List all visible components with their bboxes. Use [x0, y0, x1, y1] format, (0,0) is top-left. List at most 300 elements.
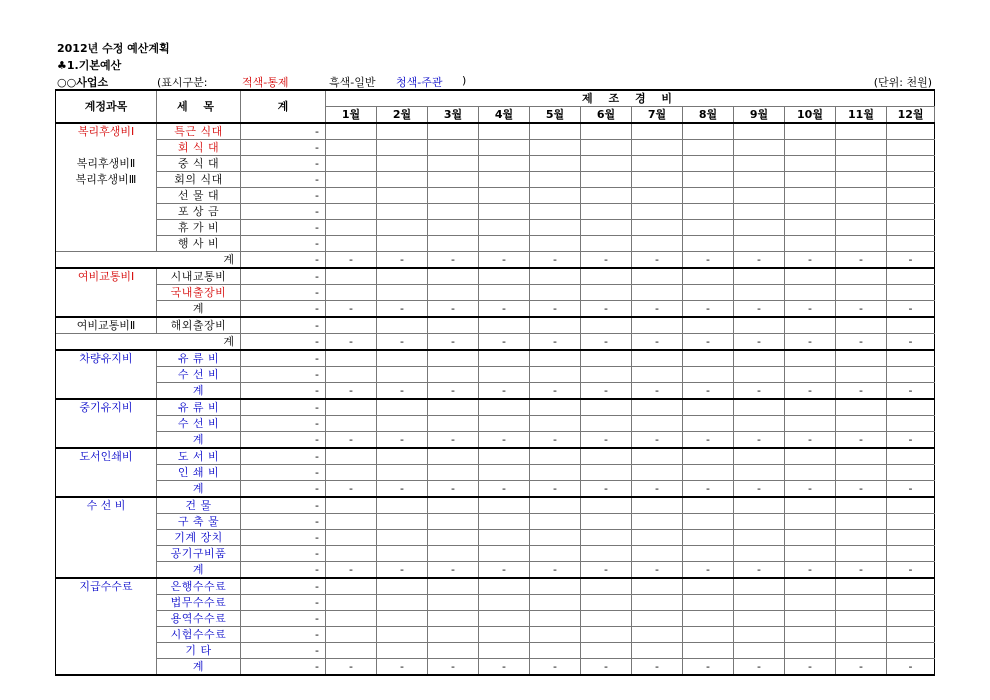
- month-cell: [785, 220, 836, 236]
- table-row: [56, 285, 935, 301]
- table-row: [56, 317, 935, 334]
- month-cell: [734, 140, 785, 156]
- month-cell: [428, 497, 479, 514]
- month-cell: [632, 350, 683, 367]
- month-cell: [734, 643, 785, 659]
- month-cell: -: [632, 562, 683, 579]
- item-cell: 중 식 대: [157, 156, 241, 172]
- month-cell: -: [428, 252, 479, 269]
- item-cell: 수 선 비: [157, 367, 241, 383]
- month-cell: [887, 204, 935, 220]
- month-cell: -: [428, 334, 479, 351]
- month-cell: [326, 268, 377, 285]
- month-cell: [326, 367, 377, 383]
- section-subtitle: ♣1.기본예산: [57, 59, 122, 72]
- month-cell: [683, 220, 734, 236]
- month-cell: [479, 627, 530, 643]
- month-cell: [479, 497, 530, 514]
- month-cell: -: [734, 334, 785, 351]
- account-cell: 도서인쇄비: [56, 448, 157, 465]
- item-cell: 시험수수료: [157, 627, 241, 643]
- table-row: [56, 465, 935, 481]
- month-cell: [326, 578, 377, 595]
- month-cell: -: [377, 432, 428, 449]
- total-cell: -: [241, 530, 326, 546]
- month-cell: [581, 465, 632, 481]
- month-cell: [326, 546, 377, 562]
- month-cell: [683, 643, 734, 659]
- total-cell: -: [241, 416, 326, 432]
- total-cell: -: [241, 481, 326, 498]
- month-cell: [887, 627, 935, 643]
- subtotal-label: 계: [157, 301, 241, 318]
- month-cell: [836, 546, 887, 562]
- month-cell: -: [530, 562, 581, 579]
- month-cell: [428, 285, 479, 301]
- month-cell: [887, 350, 935, 367]
- header-month: 3월: [428, 107, 479, 124]
- month-cell: [632, 123, 683, 140]
- month-cell: [428, 514, 479, 530]
- month-cell: -: [530, 252, 581, 269]
- month-cell: [428, 123, 479, 140]
- month-cell: [785, 172, 836, 188]
- month-cell: -: [530, 481, 581, 498]
- month-cell: [326, 514, 377, 530]
- month-cell: [530, 285, 581, 301]
- header-month: 8월: [683, 107, 734, 124]
- month-cell: [428, 465, 479, 481]
- month-cell: [581, 123, 632, 140]
- account-cell: [56, 220, 157, 236]
- table-row: [56, 399, 935, 416]
- month-cell: [887, 611, 935, 627]
- month-cell: [581, 514, 632, 530]
- month-cell: [683, 350, 734, 367]
- month-cell: [326, 627, 377, 643]
- month-cell: [887, 236, 935, 252]
- month-cell: -: [377, 562, 428, 579]
- month-cell: [836, 123, 887, 140]
- month-cell: [887, 156, 935, 172]
- month-cell: [887, 317, 935, 334]
- month-cell: [377, 350, 428, 367]
- month-cell: [479, 643, 530, 659]
- legend-black: 흑색-일반: [329, 76, 376, 89]
- total-cell: -: [241, 172, 326, 188]
- item-cell: 공기구비품: [157, 546, 241, 562]
- month-cell: [887, 367, 935, 383]
- month-cell: [785, 367, 836, 383]
- item-cell: 기계 장치: [157, 530, 241, 546]
- month-cell: -: [836, 481, 887, 498]
- month-cell: -: [734, 252, 785, 269]
- month-cell: [632, 172, 683, 188]
- table-row: [56, 123, 935, 140]
- month-cell: [326, 643, 377, 659]
- month-cell: -: [479, 659, 530, 676]
- month-cell: [734, 595, 785, 611]
- month-cell: [683, 140, 734, 156]
- month-cell: [377, 140, 428, 156]
- month-cell: [734, 285, 785, 301]
- month-cell: -: [581, 659, 632, 676]
- header-month: 4월: [479, 107, 530, 124]
- month-cell: -: [581, 562, 632, 579]
- month-cell: [734, 416, 785, 432]
- month-cell: -: [530, 301, 581, 318]
- month-cell: [326, 611, 377, 627]
- month-cell: [377, 317, 428, 334]
- item-cell: 유 류 비: [157, 350, 241, 367]
- month-cell: [632, 317, 683, 334]
- month-cell: [887, 448, 935, 465]
- item-cell: 은행수수료: [157, 578, 241, 595]
- month-cell: [734, 627, 785, 643]
- month-cell: -: [428, 481, 479, 498]
- month-cell: -: [530, 432, 581, 449]
- account-cell: 복리후생비Ⅲ: [56, 172, 157, 188]
- month-cell: [785, 643, 836, 659]
- month-cell: -: [887, 481, 935, 498]
- month-cell: [785, 350, 836, 367]
- month-cell: [785, 611, 836, 627]
- month-cell: -: [785, 562, 836, 579]
- month-cell: -: [836, 301, 887, 318]
- month-cell: [887, 497, 935, 514]
- month-cell: [377, 236, 428, 252]
- month-cell: [734, 399, 785, 416]
- month-cell: [785, 317, 836, 334]
- month-cell: [530, 236, 581, 252]
- month-cell: [581, 220, 632, 236]
- month-cell: [479, 416, 530, 432]
- month-cell: [581, 530, 632, 546]
- total-cell: -: [241, 514, 326, 530]
- month-cell: [377, 611, 428, 627]
- month-cell: [632, 268, 683, 285]
- item-cell: 시내교통비: [157, 268, 241, 285]
- month-cell: [479, 367, 530, 383]
- month-cell: [377, 514, 428, 530]
- month-cell: -: [683, 383, 734, 400]
- total-cell: -: [241, 317, 326, 334]
- table-row: [56, 188, 935, 204]
- month-cell: [428, 140, 479, 156]
- month-cell: [836, 350, 887, 367]
- month-cell: [530, 268, 581, 285]
- month-cell: [887, 268, 935, 285]
- month-cell: [785, 268, 836, 285]
- month-cell: [530, 188, 581, 204]
- header-account: 계정과목: [56, 90, 157, 123]
- month-cell: -: [326, 301, 377, 318]
- month-cell: [530, 546, 581, 562]
- month-cell: [683, 416, 734, 432]
- account-cell: [56, 432, 157, 449]
- month-cell: [377, 188, 428, 204]
- header-month: 7월: [632, 107, 683, 124]
- total-cell: -: [241, 188, 326, 204]
- total-cell: -: [241, 301, 326, 318]
- total-cell: -: [241, 252, 326, 269]
- month-cell: [836, 156, 887, 172]
- month-cell: -: [377, 252, 428, 269]
- month-cell: -: [734, 481, 785, 498]
- month-cell: -: [632, 481, 683, 498]
- month-cell: [530, 350, 581, 367]
- month-cell: [836, 514, 887, 530]
- month-cell: [632, 595, 683, 611]
- month-cell: [581, 595, 632, 611]
- month-cell: [836, 172, 887, 188]
- month-cell: [326, 172, 377, 188]
- month-cell: [887, 399, 935, 416]
- month-cell: -: [479, 301, 530, 318]
- month-cell: [836, 367, 887, 383]
- month-cell: [428, 546, 479, 562]
- month-cell: -: [428, 432, 479, 449]
- month-cell: [377, 367, 428, 383]
- header-month: 2월: [377, 107, 428, 124]
- month-cell: [683, 236, 734, 252]
- month-cell: -: [581, 252, 632, 269]
- month-cell: [326, 220, 377, 236]
- month-cell: [785, 578, 836, 595]
- month-cell: [785, 514, 836, 530]
- total-cell: -: [241, 546, 326, 562]
- account-cell: [56, 514, 157, 530]
- month-cell: [377, 497, 428, 514]
- month-cell: [377, 123, 428, 140]
- header-total: 계: [241, 90, 326, 123]
- month-cell: [836, 465, 887, 481]
- month-cell: [632, 236, 683, 252]
- account-cell: [56, 465, 157, 481]
- total-cell: -: [241, 627, 326, 643]
- month-cell: [581, 188, 632, 204]
- month-cell: [836, 188, 887, 204]
- month-cell: [581, 285, 632, 301]
- month-cell: [785, 546, 836, 562]
- month-cell: [479, 268, 530, 285]
- subtotal-row: [56, 481, 935, 498]
- account-cell: [56, 301, 157, 318]
- month-cell: [836, 317, 887, 334]
- account-cell: 복리후생비Ⅰ: [56, 123, 157, 140]
- month-cell: [632, 611, 683, 627]
- total-cell: -: [241, 367, 326, 383]
- month-cell: -: [632, 659, 683, 676]
- account-cell: [56, 595, 157, 611]
- month-cell: [326, 204, 377, 220]
- month-cell: -: [785, 432, 836, 449]
- table-row: [56, 367, 935, 383]
- month-cell: -: [530, 659, 581, 676]
- month-cell: [836, 268, 887, 285]
- subtotal-label: 계: [157, 562, 241, 579]
- month-cell: [428, 448, 479, 465]
- budget-table: [55, 89, 935, 676]
- month-cell: [683, 627, 734, 643]
- month-cell: [479, 350, 530, 367]
- item-cell: 용역수수료: [157, 611, 241, 627]
- month-cell: [887, 172, 935, 188]
- month-cell: [530, 595, 581, 611]
- month-cell: -: [683, 659, 734, 676]
- item-cell: 구 축 물: [157, 514, 241, 530]
- month-cell: [377, 530, 428, 546]
- subtotal-row: [56, 383, 935, 400]
- month-cell: [887, 595, 935, 611]
- month-cell: [428, 595, 479, 611]
- subtotal-label: 계: [157, 432, 241, 449]
- month-cell: [530, 123, 581, 140]
- account-cell: [56, 481, 157, 498]
- subtotal-row: [56, 301, 935, 318]
- month-cell: [530, 317, 581, 334]
- month-cell: -: [836, 432, 887, 449]
- month-cell: [683, 156, 734, 172]
- month-cell: [785, 627, 836, 643]
- month-cell: -: [326, 481, 377, 498]
- month-cell: [887, 188, 935, 204]
- month-cell: [683, 172, 734, 188]
- month-cell: [581, 497, 632, 514]
- item-cell: 인 쇄 비: [157, 465, 241, 481]
- month-cell: -: [632, 301, 683, 318]
- month-cell: [887, 416, 935, 432]
- total-cell: -: [241, 399, 326, 416]
- account-cell: 여비교통비Ⅱ: [56, 317, 157, 334]
- month-cell: [836, 236, 887, 252]
- month-cell: [683, 514, 734, 530]
- month-cell: [887, 643, 935, 659]
- month-cell: -: [887, 659, 935, 676]
- month-cell: -: [836, 562, 887, 579]
- total-cell: -: [241, 497, 326, 514]
- month-cell: -: [836, 252, 887, 269]
- item-cell: 회 식 대: [157, 140, 241, 156]
- month-cell: -: [377, 383, 428, 400]
- month-cell: [836, 595, 887, 611]
- month-cell: [326, 140, 377, 156]
- month-cell: -: [326, 562, 377, 579]
- account-cell: [56, 140, 157, 156]
- table-row: [56, 172, 935, 188]
- month-cell: [581, 578, 632, 595]
- item-cell: 선 물 대: [157, 188, 241, 204]
- account-cell: 중기유지비: [56, 399, 157, 416]
- account-cell: [56, 204, 157, 220]
- account-cell: [56, 285, 157, 301]
- month-cell: [530, 367, 581, 383]
- month-cell: [377, 627, 428, 643]
- month-cell: [632, 140, 683, 156]
- total-cell: -: [241, 465, 326, 481]
- month-cell: [734, 611, 785, 627]
- subtotal-row: [56, 252, 935, 269]
- account-cell: 복리후생비Ⅱ: [56, 156, 157, 172]
- month-cell: [836, 448, 887, 465]
- month-cell: -: [377, 659, 428, 676]
- month-cell: [479, 514, 530, 530]
- month-cell: [377, 285, 428, 301]
- account-cell: [56, 659, 157, 676]
- month-cell: [428, 350, 479, 367]
- table-row: [56, 448, 935, 465]
- account-cell: [56, 611, 157, 627]
- month-cell: [479, 530, 530, 546]
- month-cell: -: [734, 659, 785, 676]
- month-cell: [326, 123, 377, 140]
- total-cell: -: [241, 220, 326, 236]
- month-cell: [530, 448, 581, 465]
- month-cell: [632, 627, 683, 643]
- business-row: [57, 74, 932, 88]
- month-cell: -: [428, 301, 479, 318]
- month-cell: [428, 578, 479, 595]
- month-cell: [479, 578, 530, 595]
- table-row: [56, 268, 935, 285]
- month-cell: [734, 514, 785, 530]
- table-row: [56, 350, 935, 367]
- month-cell: [530, 172, 581, 188]
- month-cell: [377, 546, 428, 562]
- account-cell: [56, 627, 157, 643]
- month-cell: [581, 367, 632, 383]
- month-cell: -: [785, 301, 836, 318]
- month-cell: [632, 530, 683, 546]
- subtotal-row: [56, 334, 935, 351]
- item-cell: 포 상 금: [157, 204, 241, 220]
- month-cell: [377, 399, 428, 416]
- month-cell: [683, 367, 734, 383]
- month-cell: -: [326, 334, 377, 351]
- month-cell: [632, 204, 683, 220]
- table-row: [56, 204, 935, 220]
- month-cell: [887, 285, 935, 301]
- account-cell: [56, 367, 157, 383]
- month-cell: [326, 317, 377, 334]
- total-cell: -: [241, 643, 326, 659]
- month-cell: -: [581, 334, 632, 351]
- month-cell: [377, 595, 428, 611]
- account-cell: [56, 562, 157, 579]
- item-cell: 기 타: [157, 643, 241, 659]
- month-cell: [785, 140, 836, 156]
- table-row: [56, 611, 935, 627]
- subtotal-label: 계: [157, 481, 241, 498]
- month-cell: [734, 172, 785, 188]
- month-cell: [530, 578, 581, 595]
- month-cell: -: [581, 383, 632, 400]
- month-cell: [581, 317, 632, 334]
- month-cell: [479, 140, 530, 156]
- month-cell: [479, 156, 530, 172]
- table-row: [56, 546, 935, 562]
- month-cell: [632, 546, 683, 562]
- subtotal-label: 계: [56, 334, 241, 351]
- header-month: 11월: [836, 107, 887, 124]
- month-cell: [479, 285, 530, 301]
- item-cell: 휴 가 비: [157, 220, 241, 236]
- month-cell: [785, 530, 836, 546]
- item-cell: 건 물: [157, 497, 241, 514]
- total-cell: -: [241, 204, 326, 220]
- month-cell: [887, 220, 935, 236]
- month-cell: -: [326, 659, 377, 676]
